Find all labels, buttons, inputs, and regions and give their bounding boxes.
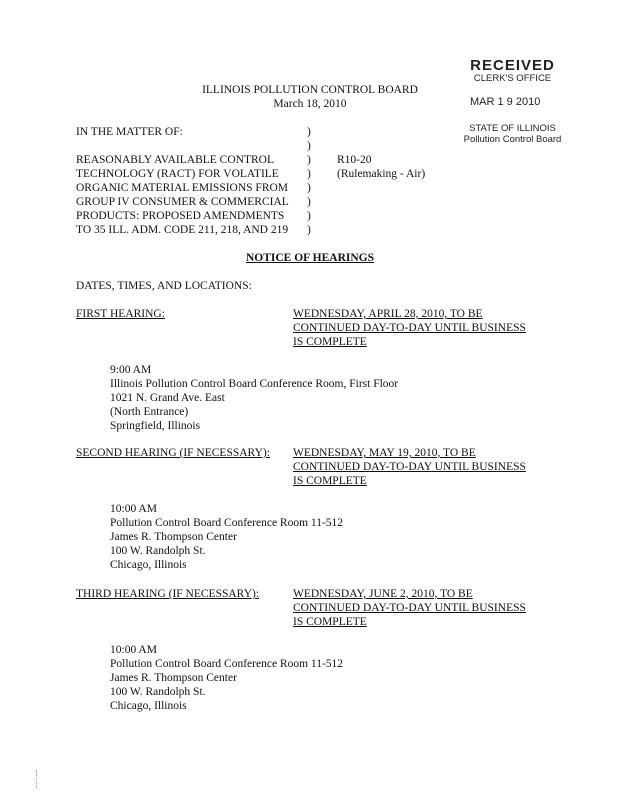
address-line: 1021 N. Grand Ave. East	[110, 392, 225, 404]
hearing-label: FIRST HEARING:	[76, 308, 165, 320]
notice-title: NOTICE OF HEARINGS	[245, 252, 374, 264]
dates-heading: DATES, TIMES, AND LOCATIONS:	[76, 280, 252, 292]
hearing-label: SECOND HEARING (IF NECESSARY):	[76, 447, 270, 459]
hearing-date-line: IS COMPLETE	[293, 616, 367, 628]
matter-line: IN THE MATTER OF:	[76, 126, 183, 138]
hearing-address	[110, 657, 343, 713]
paren: )	[307, 224, 311, 236]
matter-line: TECHNOLOGY (RACT) FOR VOLATILE	[76, 168, 279, 180]
header-date: March 18, 2010	[273, 98, 347, 110]
hearing-date-line: WEDNESDAY, APRIL 28, 2010, TO BE	[293, 308, 483, 320]
hearing-date	[293, 307, 526, 349]
address-line: 100 W. Randolph St.	[110, 686, 206, 698]
paren: )	[307, 210, 311, 222]
stamp-board: Pollution Control Board	[463, 134, 562, 145]
stamp-received: RECEIVED	[470, 57, 555, 74]
address-line: James R. Thompson Center	[110, 672, 237, 684]
paren: )	[307, 140, 311, 152]
paren: )	[307, 126, 311, 138]
hearing-date-line: WEDNESDAY, JUNE 2, 2010, TO BE	[293, 588, 473, 600]
stamp-office: CLERK'S OFFICE	[473, 73, 552, 84]
received-stamp	[450, 58, 575, 145]
scan-artifact	[36, 770, 40, 788]
matter-parens	[307, 125, 311, 237]
matter-line: GROUP IV CONSUMER & COMMERCIAL	[76, 196, 289, 208]
paren: )	[307, 154, 311, 166]
hearing-time: 10:00 AM	[110, 644, 157, 656]
paren: )	[307, 168, 311, 180]
hearing-date-line: IS COMPLETE	[293, 336, 367, 348]
matter-line: PRODUCTS: PROPOSED AMENDMENTS	[76, 210, 285, 222]
hearing-time: 9:00 AM	[110, 364, 152, 376]
matter-line: REASONABLY AVAILABLE CONTROL	[76, 154, 274, 166]
address-line: Chicago, Illinois	[110, 559, 187, 571]
address-line: Pollution Control Board Conference Room 11-512	[110, 517, 344, 529]
matter-line	[76, 139, 289, 153]
address-line: Springfield, Illinois	[110, 420, 201, 432]
address-line: Illinois Pollution Control Board Conference Room, First Floor	[110, 378, 399, 390]
paren: )	[307, 182, 311, 194]
matter-caption	[76, 125, 289, 237]
paren: )	[307, 196, 311, 208]
hearing-address	[110, 516, 343, 572]
hearing-date	[293, 446, 526, 488]
stamp-date: MAR 1 9 2010	[470, 96, 541, 108]
matter-line: TO 35 ILL. ADM. CODE 211, 218, AND 219	[76, 224, 289, 236]
stamp-state: STATE OF ILLINOIS	[469, 123, 556, 134]
case-number: R10-20	[337, 154, 372, 166]
hearing-date-line: CONTINUED DAY-TO-DAY UNTIL BUSINESS	[293, 602, 526, 614]
address-line: Chicago, Illinois	[110, 700, 187, 712]
hearing-date-line: WEDNESDAY, MAY 19, 2010, TO BE	[293, 447, 476, 459]
hearing-date-line: CONTINUED DAY-TO-DAY UNTIL BUSINESS	[293, 461, 526, 473]
hearing-date-line: IS COMPLETE	[293, 475, 367, 487]
hearing-date-line: CONTINUED DAY-TO-DAY UNTIL BUSINESS	[293, 322, 526, 334]
address-line: Pollution Control Board Conference Room 11-512	[110, 658, 344, 670]
hearing-date	[293, 587, 526, 629]
address-line: James R. Thompson Center	[110, 531, 237, 543]
hearing-time: 10:00 AM	[110, 503, 157, 515]
address-line: (North Entrance)	[110, 406, 189, 418]
board-name: ILLINOIS POLLUTION CONTROL BOARD	[202, 84, 418, 96]
hearing-address	[110, 377, 398, 433]
hearing-label: THIRD HEARING (IF NECESSARY):	[76, 588, 260, 600]
case-type: (Rulemaking - Air)	[337, 168, 426, 180]
address-line: 100 W. Randolph St.	[110, 545, 206, 557]
matter-line: ORGANIC MATERIAL EMISSIONS FROM	[76, 182, 289, 194]
